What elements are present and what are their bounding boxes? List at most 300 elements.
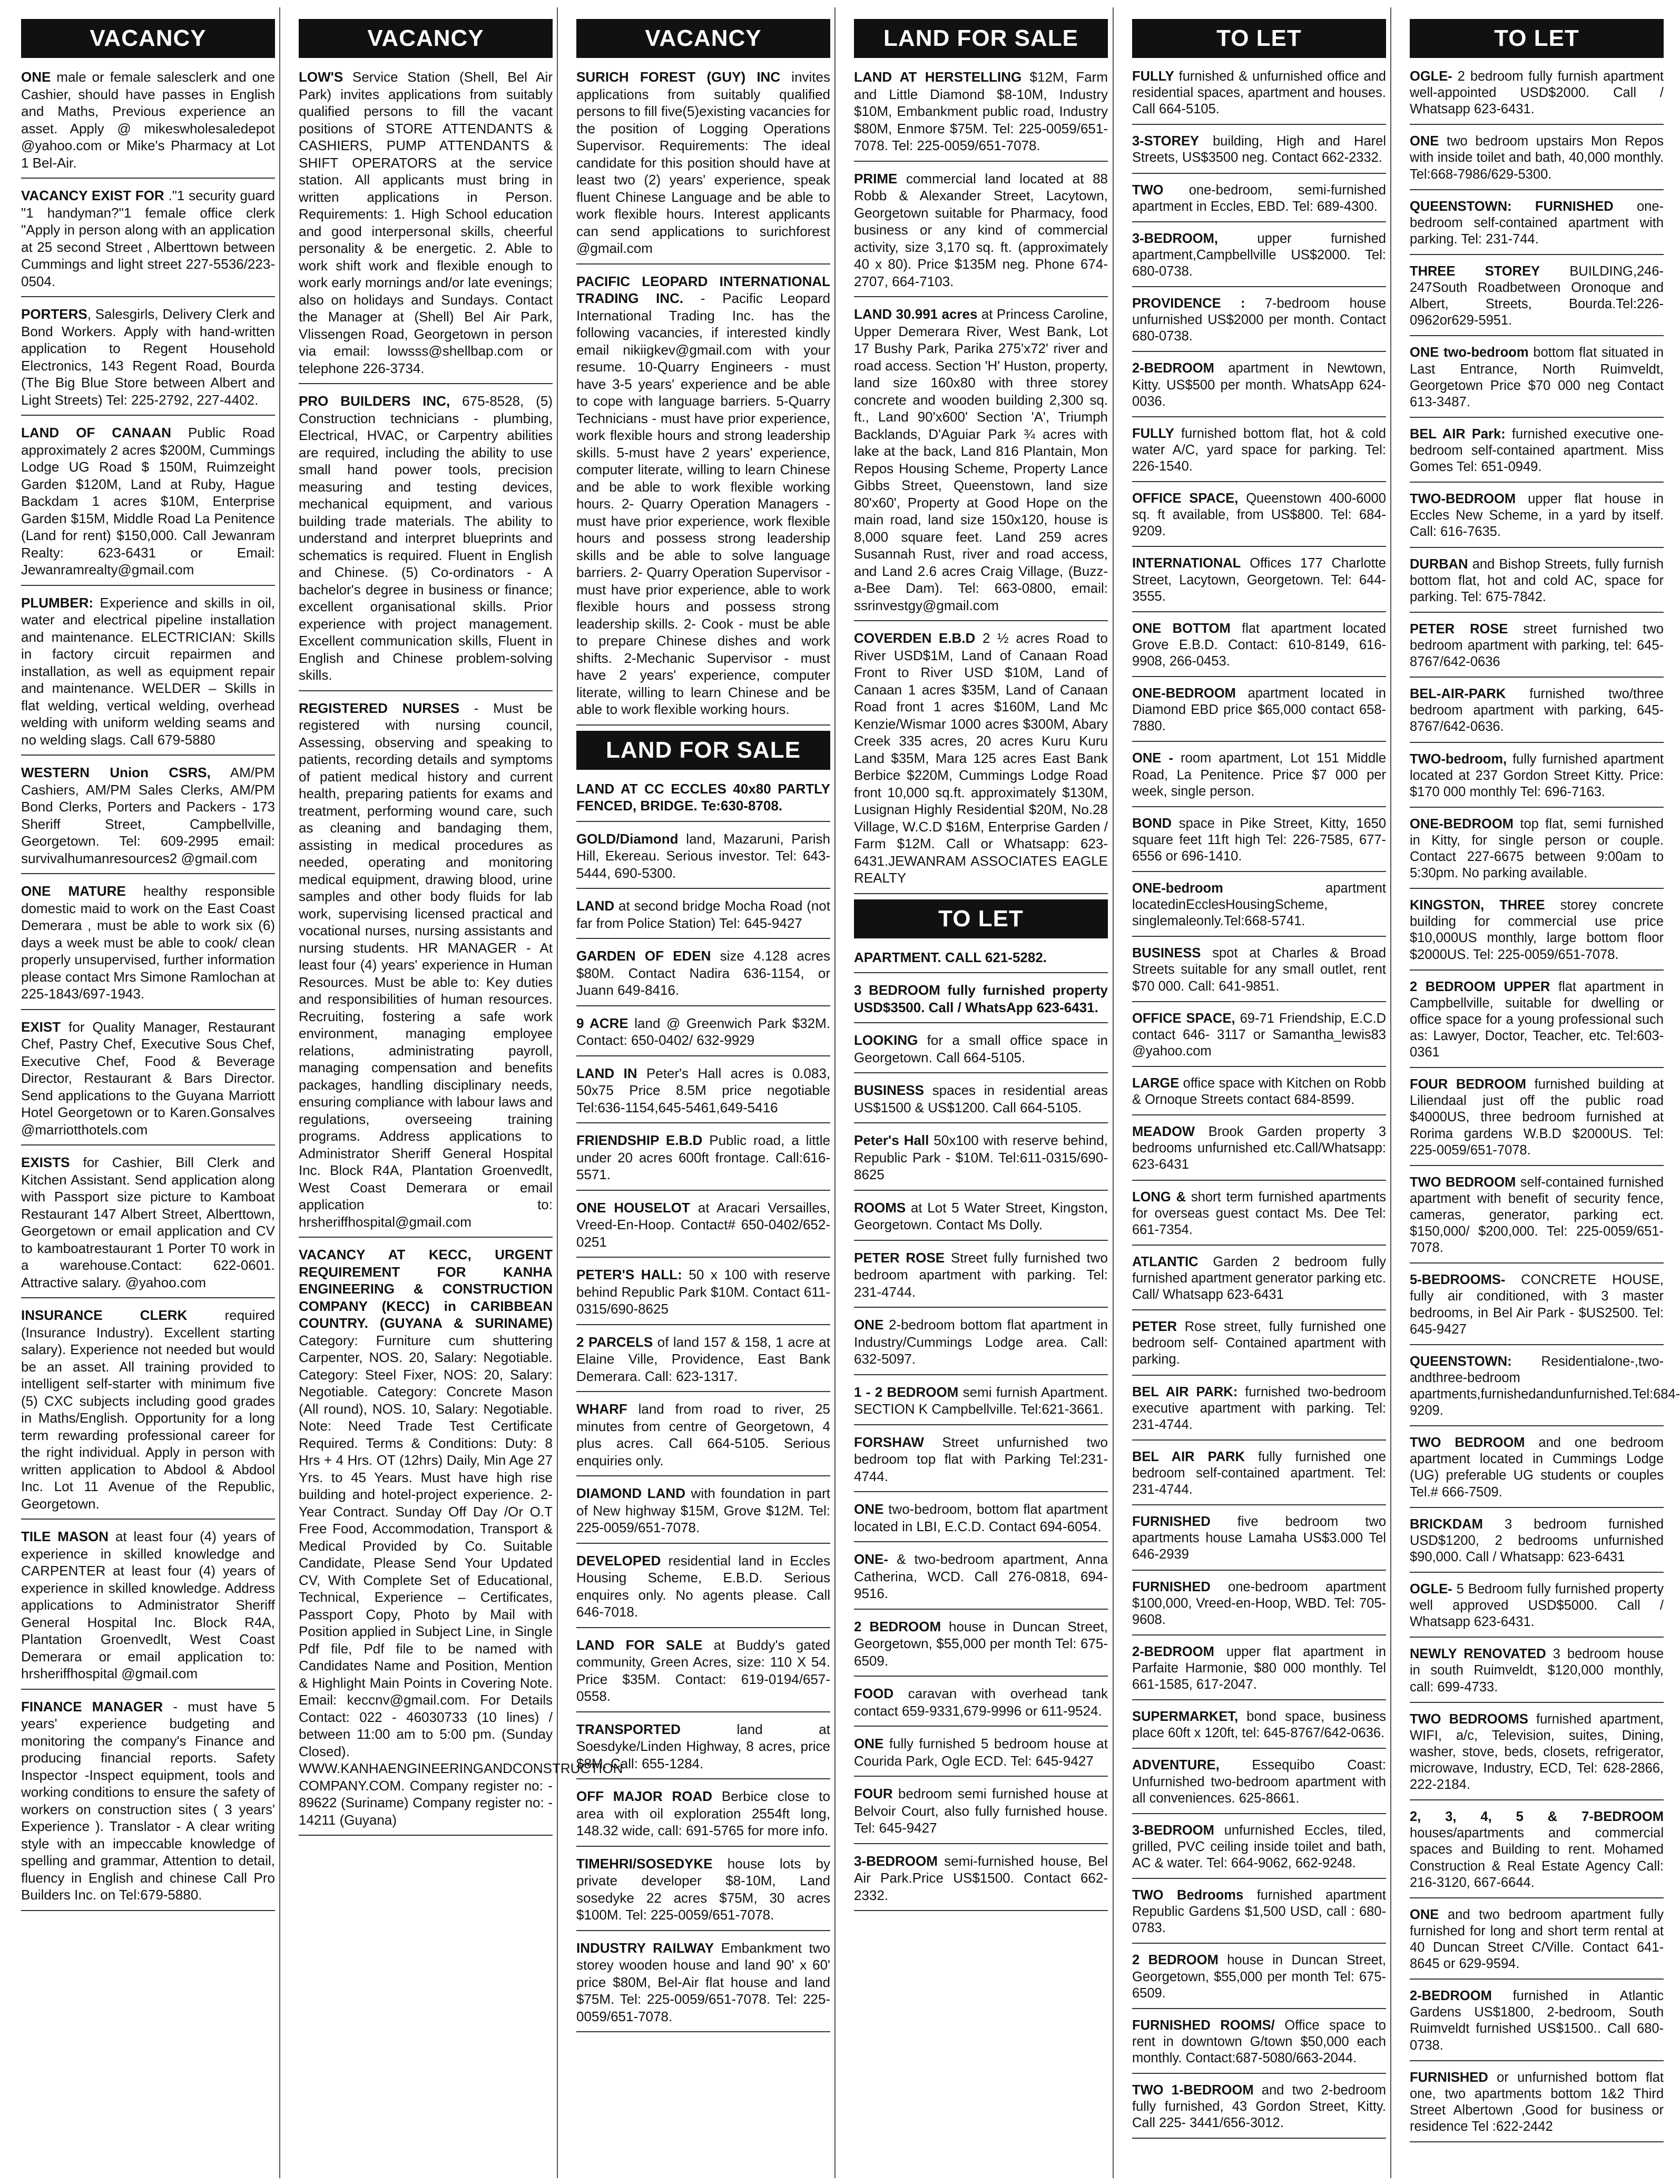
ad-body xyxy=(854,1618,1108,1670)
classified-ad xyxy=(576,1549,830,1628)
ad-text: one-bedroom self-contained apartment with parking. Tel: 231-744. xyxy=(1410,199,1664,247)
ad-lead: ONE xyxy=(854,1736,884,1751)
ad-body xyxy=(854,1735,1108,1769)
ad-lead: ONE-BEDROOM xyxy=(1410,816,1514,831)
classified-ad xyxy=(21,1525,275,1690)
classified-ad xyxy=(576,1012,830,1056)
ad-text: furnished two/three bedroom apartment with parking, 645-8767/642-0636. xyxy=(1410,687,1664,734)
ad-body xyxy=(1410,1272,1664,1337)
ad-lead: APARTMENT. CALL 621-5282. xyxy=(854,949,1047,965)
ad-lead: FULLY xyxy=(1132,426,1174,441)
classified-ad xyxy=(1410,1985,1664,2061)
ad-text: land from road to river, 25 minutes from centre of Georgetown, 4 plus acres. Call 664-5105. Serious enquiries only. xyxy=(576,1401,830,1468)
classified-ad xyxy=(854,1246,1108,1308)
ad-lead: TILE MASON xyxy=(21,1529,109,1544)
column-divider xyxy=(557,7,558,2178)
ad-lead: BUSINESS xyxy=(1132,946,1201,961)
classified-ad xyxy=(1410,423,1664,483)
ad-text: furnished in Atlantic Gardens US$1800, 2-bedroom, South Ruimveldt furnished US$1500.. Call 680-0738. xyxy=(1410,1989,1664,2053)
ad-lead: BEL-AIR-PARK xyxy=(1410,687,1506,702)
ad-body xyxy=(576,947,830,999)
ad-lead: FORSHAW xyxy=(854,1434,924,1450)
ad-text: male or female salesclerk and one Cashier, should have passes in English and Maths, Previous experience an asset. Apply @ mikeswholesaledepot @yahoo.com or Mike's Pharmacy at Lot 1 Bel-Air. xyxy=(21,69,275,171)
ad-body xyxy=(576,830,830,882)
classified-ad xyxy=(576,270,830,726)
classified-ad xyxy=(854,1029,1108,1073)
classified-ad xyxy=(1410,65,1664,125)
ad-body xyxy=(21,1698,275,1904)
classified-ad xyxy=(576,777,830,822)
ad-lead: 2 BEDROOM xyxy=(854,1618,941,1634)
ad-lead: WHARF xyxy=(576,1401,627,1417)
classified-ad xyxy=(576,827,830,889)
classified-ad xyxy=(576,1062,830,1124)
ad-lead: FOOD xyxy=(854,1686,894,1701)
ad-body xyxy=(854,1316,1108,1368)
ad-text: Office space to rent in downtown G/town $50,000 each monthly. Contact:687-5080/663-2044. xyxy=(1132,2017,1386,2065)
classified-ad xyxy=(21,65,275,179)
ad-lead: NEWLY RENOVATED xyxy=(1410,1647,1546,1662)
ad-body xyxy=(1132,1823,1386,1872)
ad-body xyxy=(21,187,275,290)
ad-body xyxy=(576,1552,830,1621)
ad-text: semi-furnished house, Bel Air Park.Price US$1500. Contact 662-2332. xyxy=(854,1853,1108,1903)
ad-text: upper flat house in Eccles New Scheme, in a yard by itself. Call: 616-7635. xyxy=(1410,492,1664,540)
ad-body xyxy=(854,1199,1108,1233)
ad-lead: LAND AT HERSTELLING xyxy=(854,69,1022,85)
ad-text: office space with Kitchen on Robb & Ornoque Streets contact 684-8599. xyxy=(1132,1076,1386,1108)
ad-lead: 2, 3, 4, 5 & 7-BEDROOM xyxy=(1410,1809,1664,1825)
ad-text: flat apartment located Grove E.B.D. Contact: 610-8149, 616-9908, 266-0453. xyxy=(1132,621,1386,669)
ad-lead: BUSINESS xyxy=(854,1082,924,1098)
ad-body xyxy=(576,1199,830,1251)
ad-lead: 2-BEDROOM xyxy=(1132,361,1214,376)
ad-lead: SUPERMARKET, xyxy=(1132,1709,1239,1725)
ad-lead: QUEENSTOWN: FURNISHED xyxy=(1410,199,1614,214)
column-to-let-1 xyxy=(1132,14,1386,2174)
ad-lead: PACIFIC LEOPARD INTERNATIONAL TRADING INC. xyxy=(576,273,830,306)
ad-lead: 2 BEDROOM xyxy=(1132,1953,1219,1968)
ad-text: of land 157 & 158, 1 acre at Elaine Ville, Providence, East Bank Demerara. Call: 623-1317. xyxy=(576,1334,830,1384)
ad-lead: OGLE- xyxy=(1410,69,1452,84)
ad-body xyxy=(1410,133,1664,182)
ad-lead: FULLY xyxy=(1132,69,1174,84)
ad-text: Street unfurnished two bedroom top flat with Parking Tel:231-4744. xyxy=(854,1434,1108,1484)
classified-ad xyxy=(1410,2067,1664,2142)
ad-text: spot at Charles & Broad Streets suitable for any small outlet, rent $70 000. Call: 641-9851. xyxy=(1132,946,1386,994)
ad-text: at second bridge Mocha Road (not far from Police Station) Tel: 645-9427 xyxy=(576,898,830,931)
ad-lead: QUEENSTOWN: xyxy=(1410,1354,1512,1369)
ad-text: AM/PM Cashiers, AM/PM Sales Clerks, AM/PM Bond Clerks, Porters and Packers - 173 Sheriff Street, Campbellville, Georgetown. Tel: 609-2995 email: survivalhumanresources2 @gmail.com xyxy=(21,765,275,866)
ad-text: bottom flat situated in Last Entrance, North Ruimveldt, Georgetown Price $70 000 neg Contact 613-3487. xyxy=(1410,345,1664,409)
ad-text: 675-8528, (5) Construction technicians - plumbing, Electrical, HVAC, or Carpentry abilities are required, including the ability to use small hand power tools, precision measuring and testing devices, mechanical equipment, and various building trade materials. The ability to understand and interpret blueprints and schematics is required. Fluent in English and Chinese. (5) Co-ordinators - A bachelor's degree in business or finance; excellent organisational skills. Prior experience with project management. Excellent communication skills, Fluent in English and Chinese problem-solving skills. xyxy=(299,393,553,683)
ad-lead: FOUR BEDROOM xyxy=(1410,1077,1527,1092)
ad-lead: Peter's Hall xyxy=(854,1132,929,1148)
ad-lead: LOOKING xyxy=(854,1032,918,1048)
ad-text: Public Road approximately 2 acres $200M, Cummings Lodge UG Road $ 150M, Ruimzeight Garden $120M, Land at Ruby, Hague Backdam 1 acres $10M, Enterprise Garden $15M, Middle Road La Penitence (Land for rent) $150,000. Call Jewanram Realty: 623-6431 or Email: Jewanramrealty@gmail.com xyxy=(21,425,275,577)
ad-lead: PROVIDENCE : xyxy=(1132,296,1245,311)
ad-lead: LAND OF CANAAN xyxy=(21,425,171,440)
ad-text: spaces in residential areas US$1500 & US$1200. Call 664-5105. xyxy=(854,1082,1108,1115)
ad-lead: ONE - xyxy=(1132,751,1173,766)
ad-lead: OFF MAJOR ROAD xyxy=(576,1788,713,1804)
ad-text: healthy responsible domestic maid to work on the East Coast Demerara , must be able to work six (6) days a week must be able to cook/ clean properly unsupervised, further information please contact Mrs Simone Ramlochan at 225-1843/697-1943. xyxy=(21,883,275,1002)
classified-ad xyxy=(1410,1432,1664,1507)
ad-body xyxy=(21,883,275,1003)
ad-text: 2-bedroom bottom flat apartment in Industry/Cummings Lodge area. Call: 632-5097. xyxy=(854,1317,1108,1367)
classified-ad xyxy=(21,1695,275,1911)
classified-ad xyxy=(1132,65,1386,125)
ad-body xyxy=(1132,750,1386,799)
ad-body xyxy=(21,764,275,867)
ad-text: bedroom semi furnished house at Belvoir Court, also fully furnished house. Tel: 645-9427 xyxy=(854,1786,1108,1836)
ad-body xyxy=(1410,897,1664,963)
classified-ad xyxy=(854,1548,1108,1610)
ad-lead: BOND xyxy=(1132,816,1172,831)
ad-lead: FRIENDSHIP E.B.D xyxy=(576,1132,703,1148)
ad-text: 2 ½ acres Road to River USD$1M, Land of Canaan Road Front to River USD $10M, Land of Canaan 1 acres $35M, Land of Canaan Road front 1 acres $160M, Land Mc Kenzie/Wismar 1000 acres $300M, Abary Creek 335 acres, 20 acres Kuru Kuru Land $35M, Mara 125 acres East Bank Berbice $220M, Cummings Lodge Road front 10,000 sq.ft. approximately $130M, Lusignan Highly Residential $20M, No.28 Village, W.C.D $16M, Enterprise Garden / Farm $12M. Call or Whatsapp: 623-6431.JEWANRAM ASSOCIATES EAGLE REALTY xyxy=(854,630,1108,886)
classified-ad xyxy=(854,1431,1108,1493)
ad-lead: ADVENTURE, xyxy=(1132,1758,1220,1773)
ad-lead: OFFICE SPACE, xyxy=(1132,1011,1235,1026)
ad-body xyxy=(21,1154,275,1291)
ad-text: furnished bottom flat, hot & cold water A/C, yard space for parking. Tel: 226-1540. xyxy=(1132,426,1386,474)
ad-lead: MEADOW xyxy=(1132,1124,1195,1140)
ad-body xyxy=(1132,133,1386,166)
ad-body xyxy=(854,1032,1108,1066)
ad-body xyxy=(576,1788,830,1839)
ad-text: at Princess Caroline, Upper Demerara River, West Bank, Lot 17 Bushy Park, Parika 275'x72' river and road access. Section 'H' Huston, property, land size 160x80 with three storey concrete and wooden building 2,300 sq. ft., Land 90'x600' Section 'A', Triumph Backlands, D'Aguiar Park ¾ acres with lake at the back, Land 816 Plantain, Mon Repos Housing Scheme, Property Lance Gibbs Street, Queenstown, land size 80'x60', Property at Good Hope on the main road, land size 150x120, house is 8,000 square feet. Land 259 acres Susannah Rust, river and road access, and Land 2.6 acres Craig Village, (Buzz-a-Bee Dam). Tel: 663-0800, email: ssrinvestgy@gmail.com xyxy=(854,306,1108,613)
ad-body xyxy=(1132,182,1386,215)
section-heading: LAND FOR SALE xyxy=(854,19,1108,58)
ad-body xyxy=(1410,1988,1664,2053)
ad-text: upper furnished apartment,Campbellville US$2000. Tel: 680-0738. xyxy=(1132,231,1386,279)
ad-lead: GARDEN OF EDEN xyxy=(576,948,711,964)
ad-body xyxy=(1410,686,1664,735)
ad-lead: LAND xyxy=(576,898,615,914)
classified-ad xyxy=(1410,894,1664,970)
ad-text: commercial land located at 88 Robb & Alexander Street, Lacytown, Georgetown suitable for Pharmacy, food business or any kind of commercial activity, size 3,170 sq. ft. (approximately 40 x 80). Price $135M neg. Phone 674-2707, 664-7103. xyxy=(854,170,1108,289)
ad-text: street furnished two bedroom apartment with parking, tel: 645-8767/642-0636 xyxy=(1410,621,1664,670)
ad-body xyxy=(576,1485,830,1536)
section-heading: VACANCY xyxy=(576,19,830,58)
ad-lead: BRICKDAM xyxy=(1410,1516,1483,1532)
classified-ad xyxy=(21,1015,275,1146)
ad-body xyxy=(21,1307,275,1512)
classified-ad xyxy=(1410,1643,1664,1702)
ad-text: furnished apartment, WIFI, a/c, Television, suites, Dining, washer, stove, beds, closets, refrigerator, microwave, Industry, ECD, Tel: 628-2866, 222-2184. xyxy=(1410,1711,1664,1793)
ad-lead: TRANSPORTED xyxy=(576,1721,681,1737)
ad-text: apartment located in Diamond EBD price $65,000 contact 658-7880. xyxy=(1132,686,1386,734)
ad-body xyxy=(21,594,275,749)
classified-ad xyxy=(1132,942,1386,1002)
classified-ad xyxy=(1132,812,1386,872)
ad-text: caravan with overhead tank contact 659-9331,679-9996 or 611-9524. xyxy=(854,1686,1108,1719)
ad-text: and two bedroom apartment fully furnished for long and short term rental at 40 Duncan Street C/Ville. Contact 641-8645 or 629-9594. xyxy=(1410,1907,1664,1972)
classified-ad xyxy=(1410,130,1664,190)
ad-lead: ONE xyxy=(1410,1907,1439,1922)
classified-ad xyxy=(299,65,553,384)
ad-body xyxy=(1132,2082,1386,2131)
classified-ad xyxy=(1132,1576,1386,1635)
ad-text: Garden 2 bedroom fully furnished apartment generator parking etc. Call/ Whatsapp 623-6431 xyxy=(1132,1254,1386,1302)
ad-text: apartment locatedinEcclesHousingScheme, singlemaleonly.Tel:668-5741. xyxy=(1132,881,1386,929)
ad-text: and Bishop Streets, fully furnish bottom flat, hot and cold AC, space for parking. Tel: 675-7842. xyxy=(1410,556,1664,604)
ad-body xyxy=(854,1132,1108,1183)
ad-text: Brook Garden property 3 bedrooms unfurnished etc.Call/Whatsapp: 623-6431 xyxy=(1132,1124,1386,1172)
classified-ad xyxy=(1410,813,1664,889)
ad-body xyxy=(1132,621,1386,670)
ad-lead: ATLANTIC xyxy=(1132,1254,1198,1269)
ad-lead: LAND IN xyxy=(576,1065,637,1081)
ad-lead: 2-BEDROOM xyxy=(1132,1644,1214,1659)
ad-text: Rose street, fully furnished one bedroom self- Contained apartment with parking. xyxy=(1132,1319,1386,1367)
classified-ad xyxy=(1132,130,1386,173)
classified-ad xyxy=(1132,1641,1386,1700)
classified-ad xyxy=(299,697,553,1238)
ad-lead: DURBAN xyxy=(1410,556,1468,572)
ad-body xyxy=(1132,685,1386,734)
classified-ad xyxy=(854,978,1108,1023)
classified-ad xyxy=(1132,1316,1386,1375)
ad-text: semi furnish Apartment. SECTION K Campbellville. Tel:621-3661. xyxy=(854,1384,1108,1417)
ad-text: space in Pike Street, Kitty, 1650 square feet 11ft high Tel: 226-7585, 677-6556 or 696-1410. xyxy=(1132,816,1386,864)
classified-ad xyxy=(1410,748,1664,808)
ad-body xyxy=(576,1266,830,1318)
ad-body xyxy=(21,68,275,171)
ad-text: furnished & unfurnished office and residential spaces, apartment and houses. Call 664-5105. xyxy=(1132,69,1386,117)
ad-text: furnished two-bedroom executive apartment with parking. Tel: 231-4744. xyxy=(1132,1384,1387,1432)
classified-ad xyxy=(1410,1513,1664,1573)
ad-lead: PETER ROSE xyxy=(1410,621,1508,636)
ad-text: at Lot 5 Water Street, Kingston, Georgetown. Contact Ms Dolly. xyxy=(854,1199,1108,1232)
ad-lead: BEL AIR PARK: xyxy=(1132,1384,1238,1399)
ad-body xyxy=(576,273,830,718)
classified-ad xyxy=(854,167,1108,298)
classified-ad xyxy=(1410,1904,1664,1980)
ad-lead: SURICH FOREST (GUY) INC xyxy=(576,69,781,85)
ad-body xyxy=(1132,68,1386,117)
section-heading: TO LET xyxy=(1132,19,1386,58)
ad-body xyxy=(1132,1254,1386,1303)
ad-body xyxy=(1132,816,1386,865)
ad-lead: 3-BEDROOM, xyxy=(1132,231,1218,246)
ad-lead: FINANCE MANAGER xyxy=(21,1698,163,1715)
classified-ad xyxy=(1132,228,1386,287)
classified-ad xyxy=(576,1196,830,1258)
ad-text: 5 Bedroom fully furnished property well approved USD$5000. Call / Whatsapp 623-6431. xyxy=(1410,1581,1664,1630)
ad-body xyxy=(1132,1514,1386,1563)
classified-ad xyxy=(1132,292,1386,352)
ad-body xyxy=(1410,979,1664,1061)
ad-text: land at Soesdyke/Linden Highway, 8 acres, price $8M. Call: 655-1284. xyxy=(576,1721,830,1771)
ad-body xyxy=(854,1384,1108,1418)
ad-lead: TWO BEDROOM xyxy=(1410,1174,1516,1190)
column-divider xyxy=(279,7,280,2178)
classified-ad xyxy=(299,389,553,691)
ad-text: BUILDING,246-247South Roadbetween Oronoque and Albert, Streets, Bourda.Tel:226-0962or629-5951. xyxy=(1410,263,1664,328)
ad-lead: PETER'S HALL: xyxy=(576,1267,682,1282)
classified-ad xyxy=(576,944,830,1006)
classified-ad xyxy=(854,1732,1108,1777)
ad-body xyxy=(1410,1354,1680,1419)
ad-lead: 3-BEDROOM xyxy=(854,1853,938,1869)
ad-lead: TWO 1-BEDROOM xyxy=(1132,2083,1254,2098)
classified-ad xyxy=(1132,1511,1386,1570)
ad-text: one-bedroom, semi-furnished apartment in Eccles, EBD. Tel: 689-4300. xyxy=(1132,182,1386,214)
ad-text: and two 2-bedroom fully furnished, 43 Gordon Street, Kitty. Call 225- 3441/656-3012. xyxy=(1132,2083,1386,2131)
ad-body xyxy=(1132,1709,1386,1741)
classified-ad xyxy=(1410,1578,1664,1638)
ad-body xyxy=(576,1400,830,1469)
ad-text: unfurnished Eccles, tiled, grilled, PVC ceiling inside toilet and bath, AC & water. Tel: 664-9062, 662-9248. xyxy=(1132,1823,1386,1870)
ad-body xyxy=(576,68,830,257)
ad-lead: GOLD/Diamond xyxy=(576,830,679,847)
ad-lead: DIAMOND LAND xyxy=(576,1485,685,1501)
classified-ad xyxy=(1132,2079,1386,2139)
classified-ad xyxy=(1410,488,1664,547)
ad-lead: LOW'S xyxy=(299,69,343,85)
classified-ad xyxy=(854,1380,1108,1425)
ad-text: fully furnished one bedroom self-contained apartment. Tel: 231-4744. xyxy=(1132,1449,1386,1497)
ad-lead: ONE xyxy=(854,1317,884,1333)
ad-text: at least four (4) years of experience in skilled knowledge and CARPENTER at least four (4) years of experience in skilled knowledge. Address applications to Administrator Sheriff General Hospital Inc. Block R4A, Plantation Groenvedlt, West Coast Demerara or email application to: hrsheriffhospital @gmail.com xyxy=(21,1529,275,1681)
ad-text: 3 bedroom furnished USD$1200, 2 bedrooms unfurnished $90,000. Call / Whatsapp: 623-6431 xyxy=(1410,1516,1664,1564)
ad-text: Experience and skills in oil, water and electrical pipeline installation and maintenance. ELECTRICIAN: Skills in factory circuit repairmen and installation, as well as equipment repair and maintenance. WELDER – Skills in flat welding, vertical welding, overhead welding with uniform welding seams and no welding slags. Call 679-5880 xyxy=(21,594,275,748)
column-divider xyxy=(1390,7,1391,2178)
ad-text: land, Mazaruni, Parish Hill, Ekereau. Serious investor. Tel: 643-5444, 690-5300. xyxy=(576,830,830,881)
classified-ad xyxy=(1132,2014,1386,2074)
classified-ad xyxy=(1132,682,1386,742)
classified-ad xyxy=(21,421,275,586)
classified-ad xyxy=(854,1196,1108,1241)
ad-body xyxy=(854,630,1108,887)
ad-body xyxy=(1132,1319,1386,1368)
ad-lead: TWO-BEDROOM xyxy=(1410,492,1516,507)
ad-body xyxy=(1132,1757,1386,1806)
ad-lead: COVERDEN E.B.D xyxy=(854,630,976,646)
classified-ad xyxy=(21,1151,275,1298)
ad-lead: OFFICE SPACE, xyxy=(1132,491,1239,506)
classified-ad xyxy=(1132,1072,1386,1115)
classified-ad xyxy=(576,1633,830,1712)
classified-ad xyxy=(1132,1251,1386,1310)
classified-ad xyxy=(1410,1708,1664,1801)
ad-body xyxy=(1410,751,1664,800)
classified-ad xyxy=(854,626,1108,894)
ad-text: 7-bedroom house unfurnished US$2000 per month. Contact 680-0738. xyxy=(1132,296,1386,344)
ad-lead: REGISTERED NURSES xyxy=(299,700,460,716)
classified-ad xyxy=(576,1785,830,1847)
classified-ad xyxy=(1410,1350,1680,1426)
column-vacancy-3 xyxy=(576,14,830,2174)
ad-text: CONCRETE HOUSE, fully air conditioned, with 3 master bedrooms, in Bel Air Park - $US2500. Tel: 645-9427 xyxy=(1410,1272,1664,1337)
classified-ad xyxy=(576,65,830,265)
classified-ad xyxy=(1410,1806,1664,1898)
column-to-let-2 xyxy=(1410,14,1680,2174)
ad-lead: TWO BEDROOM xyxy=(1410,1435,1525,1451)
classified-ad xyxy=(1132,1007,1386,1067)
ad-text: and one bedroom apartment located in Cummings Lodge (UG) preferable UG students or couples Tel.# 666-7509. xyxy=(1410,1435,1664,1500)
ad-body xyxy=(1132,426,1386,475)
ad-body xyxy=(1410,556,1664,605)
column-divider xyxy=(1113,7,1114,2178)
classified-ad xyxy=(576,1263,830,1325)
ad-lead: LONG & xyxy=(1132,1189,1186,1204)
classified-ad xyxy=(1410,683,1664,742)
ad-lead: INDUSTRY RAILWAY xyxy=(576,1940,714,1956)
ad-lead: DEVELOPED xyxy=(576,1552,661,1569)
ad-body xyxy=(1410,1076,1664,1159)
classified-ad xyxy=(1410,195,1664,255)
classified-ad xyxy=(854,1849,1108,1912)
ad-body xyxy=(854,1551,1108,1602)
ad-body xyxy=(854,1685,1108,1719)
classified-ad xyxy=(1132,552,1386,612)
ad-lead: 2 BEDROOM UPPER xyxy=(1410,979,1550,994)
ad-lead: FURNISHED xyxy=(1132,1514,1211,1530)
ad-body xyxy=(576,897,830,932)
classified-ad xyxy=(1132,1381,1386,1441)
ad-body xyxy=(576,780,830,815)
ad-text: furnished building at Liliendaal just off the public road $4000US, three bedroom furnished at Rorima gardens W.B.D $2000US. Tel: 225-0059/651-7078. xyxy=(1410,1077,1664,1158)
ad-lead: LAND 30.991 acres xyxy=(854,306,978,322)
classified-ad xyxy=(21,302,275,416)
ad-lead: WESTERN Union CSRS, xyxy=(21,765,211,780)
ad-body xyxy=(854,1853,1108,1904)
ad-body xyxy=(1132,880,1386,929)
ad-lead: PLUMBER: xyxy=(21,594,94,611)
ad-text: Category: Furniture cum shuttering Carpenter, NOS. 20, Salary: Negotiable. Category: Steel Fixer, NOS: 20, Salary: Negotiable. Category: Concrete Mason (All round), NOS. 10, Salary: Negotiable. Note: Need Trade Test Certificate Required. Terms & Conditions: Duty: 8 Hrs + 4 Hrs. OT (12hrs) Daily, Min Age 27 Yrs. to 45 Years. Must have high rise building and hotel-project experience. 2-Year Contract. Sunday Off Day /Or O.T Free Food, Accommodation, Transport & Medical Provided by Co. Suitable Candidate, Please Send Your Updated CV, With Complete Set of Educational, Technical, Experience – Certificates, Passport Copy, Photo by Mail with Position applied in Subject Line, in Single Pdf file, Pdf file to be named with Candidates Name and Position, Mention & Highlight Main Points in Covering Note. Email: keccnv@gmail.com. For Details Contact: 022 - 46030733 (10 lines) / between 11:00 am to 5:00 pm. (Sunday Closed). WWW.KANHAENGINEERINGANDCONSTRUCTION COMPANY.COM. Company register no: - 89622 (Suriname) Company register no: - 14211 (Guyana) xyxy=(299,1332,623,1828)
classified-ad xyxy=(1132,1754,1386,1814)
classified-ad xyxy=(21,879,275,1010)
classified-ad xyxy=(854,1782,1108,1844)
ad-text: building, High and Harel Streets, US$3500 neg. Contact 662-2332. xyxy=(1132,134,1386,165)
classified-ad xyxy=(1132,747,1386,807)
ad-text: required (Insurance Industry). Excellent starting salary). Experience not needed but would be an asset. All training provided to intelligent self-starter with minimum five (5) CXC subjects including good grades in Maths/English. Opportunity for a long term rewarding professional career for the right individual. Apply in person with written application to Abdool & Abdool Inc. Lot 11 Avenue of the Republic, Georgetown. xyxy=(21,1307,275,1512)
classified-ad xyxy=(576,1482,830,1544)
ad-text: house in Duncan Street, Georgetown, $55,000 per month Tel: 675-6509. xyxy=(854,1618,1108,1669)
ad-text: , Salesgirls, Delivery Clerk and Bond Workers. Apply with hand-written application to Regent Household Electronics, 143 Regent Road, Bourda (The Big Blue Store between Albert and Light Streets) Tel: 225-2792, 227-4402. xyxy=(21,306,275,408)
ad-text: upper flat apartment in Parfaite Harmonie, $80 000 monthly. Tel 661-1585, 617-2047. xyxy=(1132,1644,1386,1692)
ad-text: flat apartment in Campbellville, suitable for dwelling or office space for a young professional such as: Lawyer, Doctor, Teacher, etc. Tel:603-0361 xyxy=(1410,979,1664,1060)
ad-lead: 9 ACRE xyxy=(576,1015,628,1031)
ad-text: self-contained furnished apartment with benefit of security fence, cameras, generator, parking ect. $150,000/ $200,000. Tel: 225-0059/651-7078. xyxy=(1410,1174,1664,1256)
ad-text: houses/apartments and commercial spaces and Building to rent. Mohamed Construction & Real Estate Agency Call: 216-3120, 667-6644. xyxy=(1410,1826,1664,1890)
ad-body xyxy=(854,170,1108,290)
ad-body xyxy=(1410,345,1664,410)
ad-body xyxy=(1132,1644,1386,1693)
ad-body xyxy=(1410,199,1664,248)
ad-lead: TWO BEDROOMS xyxy=(1410,1711,1528,1727)
ad-lead: 5-BEDROOMS- xyxy=(1410,1272,1506,1288)
ad-text: apartment in Newtown, Kitty. US$500 per month. WhatsApp 624-0036. xyxy=(1132,361,1386,409)
ad-body xyxy=(1410,1581,1664,1630)
section-heading: VACANCY xyxy=(299,19,553,58)
ad-text: 69-71 Friendship, E.C.D contact 646- 3117 or Samantha_lewis83 @yahoo.com xyxy=(1132,1011,1386,1059)
ad-body xyxy=(21,1018,275,1139)
ad-text: 3 bedroom house in south Ruimveldt, $120,000 monthly, call: 699-4733. xyxy=(1410,1647,1664,1695)
classified-ad xyxy=(1132,1706,1386,1749)
ad-lead: LARGE xyxy=(1132,1076,1180,1091)
ad-lead: EXISTS xyxy=(21,1154,70,1170)
ad-body xyxy=(854,1082,1108,1116)
classified-ad xyxy=(854,946,1108,974)
ad-body xyxy=(1132,1124,1386,1173)
ad-text: residential land in Eccles Housing Scheme, E.B.D. Serious enquires only. No agents please. Call 646-7018. xyxy=(576,1552,830,1620)
ad-lead: FURNISHED xyxy=(1410,2070,1488,2085)
ad-body xyxy=(299,68,553,377)
